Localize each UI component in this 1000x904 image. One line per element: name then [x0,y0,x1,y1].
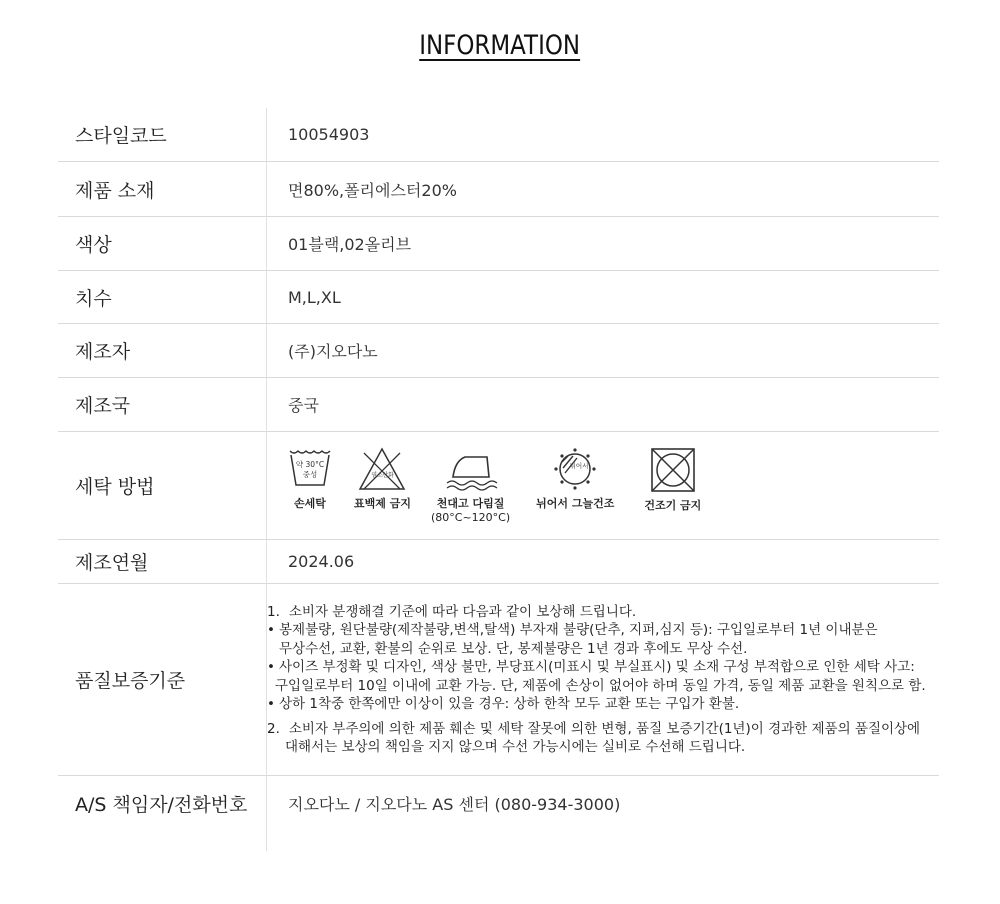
row-style-code [58,108,939,162]
value-color: 01블랙,02올리브 [288,235,412,254]
bullet-mark: • [267,659,275,675]
quality-item-2-line1: 소비자 부주의에 의한 제품 훼손 및 세탁 잘못에 의한 변형, 품질 보증기간(1년)이 경과한 제품의 품질이상에 [288,720,921,737]
value-date: 2024.06 [288,552,355,571]
value-maker: (주)지오다노 [288,342,378,361]
title-text: INFORMATION [419,30,581,61]
quality-bullet-3-line1: 상하 1착중 한쪽에만 이상이 있을 경우: 상하 한착 모두 교환 또는 구입가 환불. [279,696,740,712]
shade-dry-text: 뉘어서 [569,462,589,470]
care-shade-dry [536,447,614,511]
value-country: 중국 [288,396,319,415]
quality-bullet-2-line2: 구입일로부터 10일 이내에 교환 가능. 단, 제품에 손상이 없어야 하며 동일 가격, 동일 제품 교환을 원칙으로 함. [275,677,926,694]
no-bleach-chlorine: 염소 [371,472,384,479]
label-style-code: 스타일코드 [58,108,267,161]
no-tumble-dry-icon [649,447,697,493]
care-subcaption: (80°C~120°C) [430,511,511,524]
care-iron [431,447,510,524]
label-maker: 제조자 [58,324,267,377]
care-icons [288,447,729,524]
quality-text [267,603,926,757]
row-as [58,776,939,851]
label-wash: 세탁 방법 [58,432,267,539]
label-material: 제품 소재 [58,162,267,216]
care-caption: 건조기 금지 [644,499,702,512]
care-hand-wash [288,447,332,511]
value-quality [267,584,939,775]
quality-item-2 [267,720,926,739]
label-country: 제조국 [58,378,267,431]
hand-wash-temp: 약 30°C [295,460,325,469]
quality-bullet-2-line1: 사이즈 부정확 및 디자인, 색상 불만, 부당표시(미표시 및 부실표시) 및 소재 구성 부적합으로 인한 세탁 사고: [279,659,915,675]
iron-icon [443,447,499,491]
care-no-bleach [354,447,411,511]
label-size: 치수 [58,271,267,323]
row-date [58,540,939,584]
care-caption: 표백제 금지 [354,497,411,510]
row-size [58,271,939,324]
row-material [58,162,939,217]
hand-wash-detergent: 중성 [302,470,318,479]
no-bleach-oxygen: 산화 [382,472,395,479]
label-date: 제조연월 [58,540,267,583]
label-as: A/S 책임자/전화번호 [58,776,267,851]
quality-item-1-number: 1. [267,603,280,620]
quality-bullet-1-line2: 무상수선, 교환, 환불의 순위로 보상. 단, 봉제불량은 1년 경과 후에도 무상 수선. [279,640,748,657]
value-material: 면80%,폴리에스터20% [288,180,457,200]
bullet-mark: • [267,622,275,638]
care-no-tumble-dry [644,447,701,513]
value-style-code: 10054903 [288,125,370,144]
value-wash [267,432,939,539]
quality-bullet-1-line1: 봉제불량, 원단불량(제작불량,변색,탈색) 부자재 불량(단추, 지퍼,심지 등): 구입일로부터 1년 이내분은 [279,622,878,638]
label-quality: 품질보증기준 [58,584,267,775]
no-bleach-icon [358,447,406,491]
value-as: 지오다노 / 지오다노 AS 센터 (080-934-3000) [288,795,621,814]
quality-item-1-text: 소비자 분쟁해결 기준에 따라 다음과 같이 보상해 드립니다. [288,603,637,620]
quality-bullet-2 [267,658,926,695]
info-table [58,108,939,851]
quality-item-1 [267,603,926,622]
row-wash [58,432,939,540]
quality-bullet-3 [267,695,926,714]
quality-bullet-1 [267,621,926,658]
care-caption: 뉘어서 그늘건조 [536,497,615,510]
care-caption: 손세탁 [294,497,326,510]
value-size: M,L,XL [288,287,341,307]
bullet-mark: • [267,696,275,712]
row-quality [58,584,939,776]
quality-item-2-line2: 대해서는 보상의 책임을 지지 않으며 수선 가능시에는 실비로 수선해 드립니다. [285,739,746,755]
page-title [0,30,1000,61]
row-country [58,378,939,432]
care-caption: 천대고 다림질 [436,497,505,510]
hand-wash-icon [288,447,332,491]
label-color: 색상 [58,217,267,270]
quality-item-2-number: 2. [267,720,280,737]
row-maker [58,324,939,378]
shade-dry-icon [551,447,599,491]
row-color [58,217,939,271]
